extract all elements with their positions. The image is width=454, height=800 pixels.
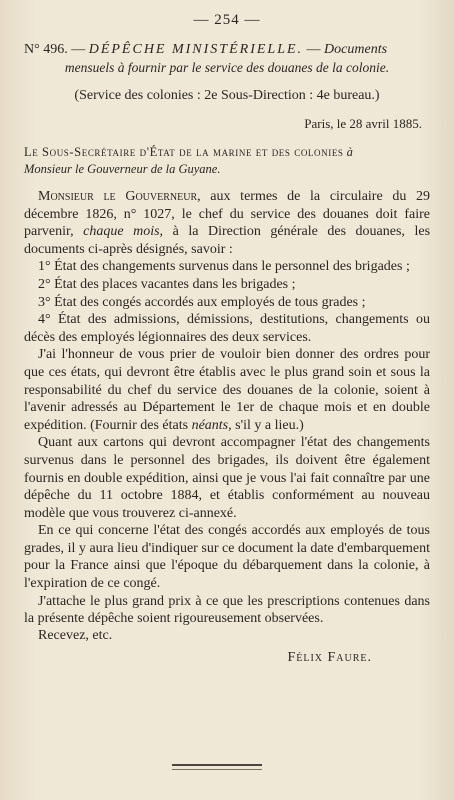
dispatch-subject: mensuels à fournir par le service des douanes de la colonie.: [64, 60, 390, 75]
paragraph: [24, 188, 430, 258]
paragraph: En ce qui concerne l'état des congés accordés aux employés de tous grades, il y aura lieu d'indiquer sur ce document la date d'embarquement pour la France ainsi que l'époque du débarquement dans la colonie, à l'expiration de ce congé.: [24, 523, 430, 592]
paragraph-text: à la Direction générale des douanes, les documents ci-après désignés, savoir :: [24, 224, 431, 257]
dispatch-subject-start: Documents: [324, 42, 388, 57]
paragraph-text: s'il y a lieu.): [235, 417, 304, 433]
dispatch-number: N° 496.: [24, 42, 68, 57]
salutation: Monsieur le Gouverneur,: [38, 189, 201, 204]
paragraph: Quant aux cartons qui devront accompagner l'état des changements survenus dans le personnel des brigades, ils doivent être également fournis en double expédition, ainsi que je vous l'ai fait connaître par une dépêche du 11 octobre 1884, et établis conformément au nouveau modèle que vous trouverez ci-annexé.: [24, 435, 430, 521]
heading-dash: —: [306, 42, 321, 57]
list-item: 1° État des changements survenus dans le personnel des brigades ;: [38, 259, 410, 275]
page-number: — 254 —: [193, 12, 261, 28]
list-item: 4° État des admissions, démissions, destitutions, changements ou décès des employés légionnaires des deux services.: [24, 312, 430, 345]
addressee-block: [24, 144, 430, 178]
paragraph-emphasis: chaque mois,: [83, 224, 164, 240]
paragraph-text: J'ai l'honneur de vous prier de vouloir bien donner des ordres pour que ces états, qui devront être établis avec le plus grand soin et sous la responsabilité du chef du service des douanes de la colonie, soient à l'avenir adressés au Département le 1er de chaque mois et en double expédition. (Fournir des états: [24, 347, 430, 433]
list-item: 3° État des congés accordés aux employés de tous grades ;: [38, 294, 366, 310]
dateline: Paris, le 28 avril 1885.: [304, 116, 422, 131]
closing-rule: [172, 764, 262, 770]
signature: [24, 650, 372, 666]
service-line: (Service des colonies : 2e Sous-Direction : 4e bureau.): [74, 88, 380, 103]
dispatch-kind: DÉPÊCHE MINISTÉRIELLE.: [88, 42, 304, 57]
paragraph-emphasis: néants,: [191, 417, 232, 433]
paragraph: [24, 346, 430, 434]
list-item: 2° État des places vacantes dans les brigades ;: [38, 276, 296, 292]
closing: Recevez, etc.: [38, 627, 113, 643]
addressee-to: à: [346, 145, 353, 159]
recipient: Monsieur le Gouverneur de la Guyane.: [24, 162, 221, 176]
sender: Le Sous-Secrétaire d'État de la marine et des colonies: [24, 145, 344, 159]
letter-body: [24, 188, 430, 628]
document-heading: [24, 41, 430, 59]
heading-dash: —: [71, 42, 86, 57]
signature-name: Félix Faure.: [287, 649, 372, 665]
paragraph: J'attache le plus grand prix à ce que les prescriptions contenues dans la présente dépêche soient rigoureusement observées.: [24, 593, 430, 627]
paragraph-text: aux termes de la circulaire du 29 décembre 1826, n° 1027, le chef du service des douanes doit faire parvenir,: [24, 189, 431, 240]
